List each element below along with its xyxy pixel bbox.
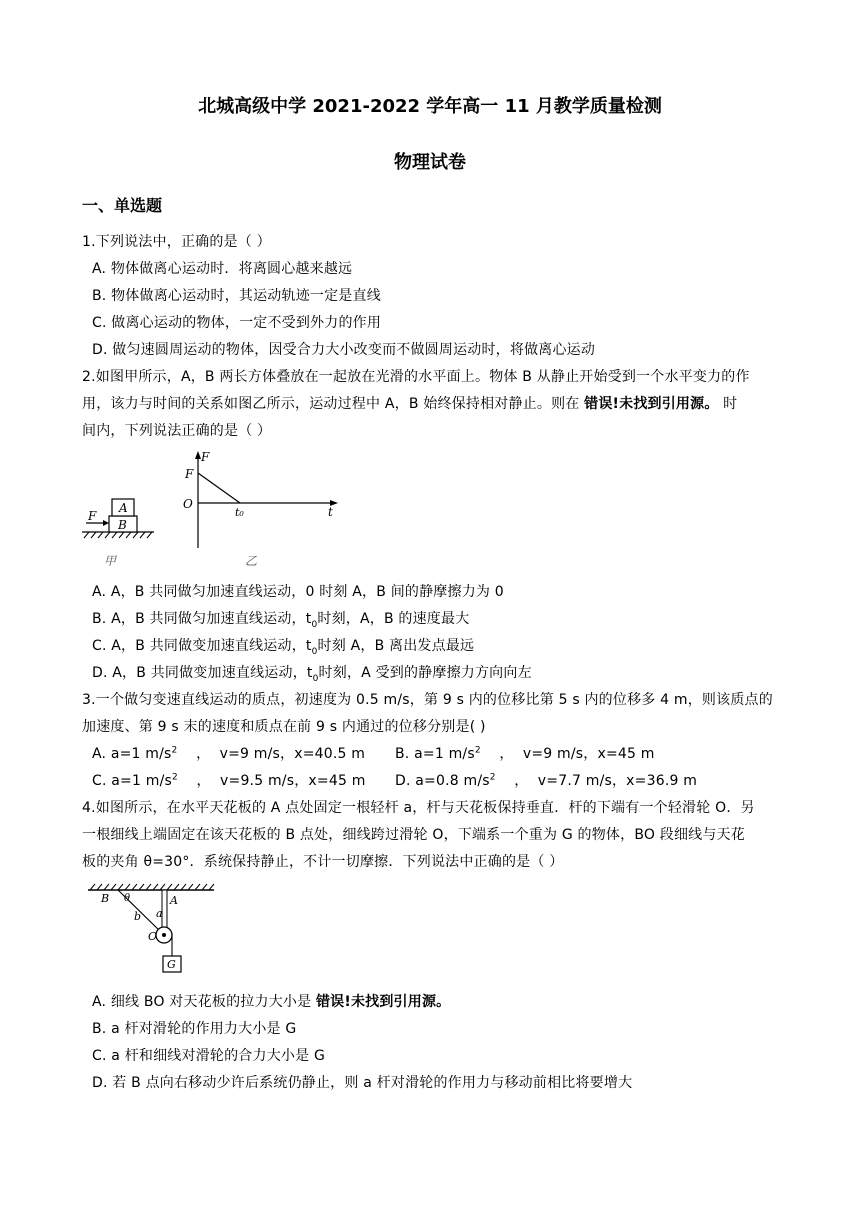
- q3-option-d: D. a=0.8 $m/s^2$ ， v=7.7 m/s，x=36.9 m: [395, 772, 698, 789]
- origin-label: O: [183, 497, 193, 511]
- q2-stem-text: 用，该力与时间的关系如图乙所示，运动过程中 A，B 始终保持相对静止。则在: [82, 396, 585, 412]
- t0-label: t₀: [235, 506, 244, 519]
- force-label: F: [88, 509, 97, 523]
- q1-option-c: C. 做离心运动的物体，一定不受到外力的作用: [92, 315, 382, 331]
- q4-stem-line3: 板的夹角 θ=30°．系统保持静止，不计一切摩擦．下列说法中正确的是（ ）: [82, 854, 564, 870]
- q2-option-a: A. A，B 共同做匀加速直线运动，0 时刻 A，B 间的静摩擦力为 0: [92, 584, 504, 600]
- q2-stem-line1: 2.如图甲所示，A，B 两长方体叠放在一起放在光滑的水平面上。物体 B 从静止开始受到一个水平变力的作: [82, 369, 750, 385]
- o-point-label: O: [148, 930, 158, 943]
- q3-option-a: A. a=1 $m/s^2$ ， v=9 m/s，x=40.5 m: [92, 745, 366, 762]
- q3-option-b: B. a=1 $m/s^2$ ， v=9 m/s，x=45 m: [395, 745, 655, 762]
- figure-jia: [82, 490, 162, 575]
- q2-stem-line3: 间内，下列说法正确的是（ ）: [82, 423, 272, 439]
- block-b-label: B: [118, 518, 127, 532]
- reference-error: 错误!未找到引用源。: [584, 396, 719, 412]
- q2-option-c: C. A，B 共同做变加速直线运动，$t_0$时刻 A，B 离出发点最远: [92, 638, 475, 657]
- exam-title: 北城高级中学 2021-2022 学年高一 11 月教学质量检测: [198, 96, 662, 117]
- q2-stem-tail: 时: [718, 396, 738, 412]
- reference-error: 错误!未找到引用源。: [315, 994, 451, 1010]
- caption-jia: 甲: [104, 554, 117, 568]
- block-a-label: A: [119, 501, 128, 515]
- rod-label: a: [156, 907, 163, 920]
- caption-yi: 乙: [245, 554, 258, 568]
- force-line: [198, 473, 240, 503]
- line-b-label: b: [134, 910, 142, 923]
- q4-option-d: D. 若 B 点向右移动少许后系统仍静止，则 a 杆对滑轮的作用力与移动前相比将要增大: [92, 1075, 633, 1091]
- q3-stem-line2: 加速度、第 9 s 末的速度和质点在前 9 s 内通过的位移分别是( ): [82, 719, 486, 735]
- q4-stem-line1: 4.如图所示，在水平天花板的 A 点处固定一根轻杆 a，杆与天花板保持垂直．杆的下端有一个轻滑轮 O．另: [82, 800, 755, 816]
- q2-option-b: B. A，B 共同做匀加速直线运动，$t_0$时刻，A，B 的速度最大: [92, 611, 470, 630]
- q4-stem-line2: 一根细线上端固定在该天花板的 B 点处，细线跨过滑轮 O，下端系一个重为 G 的物体，BO 段细线与天花: [82, 827, 745, 843]
- axis-x-label: t: [328, 505, 333, 519]
- axis-y-label: F: [201, 450, 210, 464]
- exam-subtitle: 物理试卷: [394, 152, 466, 173]
- q1-stem: 1.下列说法中，正确的是（ ）: [82, 234, 271, 250]
- q1-option-d: D. 做匀速圆周运动的物体，因受合力大小改变而不做圆周运动时，将做离心运动: [92, 342, 596, 358]
- section-heading: 一、单选题: [82, 196, 163, 215]
- q3-stem-line1: 3.一个做匀变速直线运动的质点，初速度为 0.5 m/s，第 9 s 内的位移比第 5 s 内的位移多 4 m，则该质点的: [82, 692, 773, 708]
- weight-label: G: [167, 958, 176, 971]
- q3-option-c: C. a=1 $m/s^2$ ， v=9.5 m/s，x=45 m: [92, 772, 366, 789]
- figure-yi-f-t-graph: [178, 448, 348, 573]
- b-point-label: B: [101, 892, 110, 905]
- axis-f0-label: F: [185, 467, 194, 481]
- q1-option-b: B. 物体做离心运动时，其运动轨迹一定是直线: [92, 288, 381, 304]
- q4-option-a: A. 细线 BO 对天花板的拉力大小是 错误!未找到引用源。: [92, 994, 451, 1010]
- q1-option-a: A. 物体做离心运动时．将离圆心越来越远: [92, 261, 353, 277]
- q4-option-c: C. a 杆和细线对滑轮的合力大小是 G: [92, 1048, 326, 1064]
- q4-option-b: B. a 杆对滑轮的作用力大小是 G: [92, 1021, 297, 1037]
- theta-label: θ: [124, 893, 131, 904]
- q2-option-d: D. A，B 共同做变加速直线运动，$t_0$时刻，A 受到的静摩擦力方向向左: [92, 665, 532, 684]
- a-point-label: A: [170, 894, 178, 907]
- q2-stem-line2: [82, 393, 737, 413]
- figure-pulley: [86, 882, 221, 980]
